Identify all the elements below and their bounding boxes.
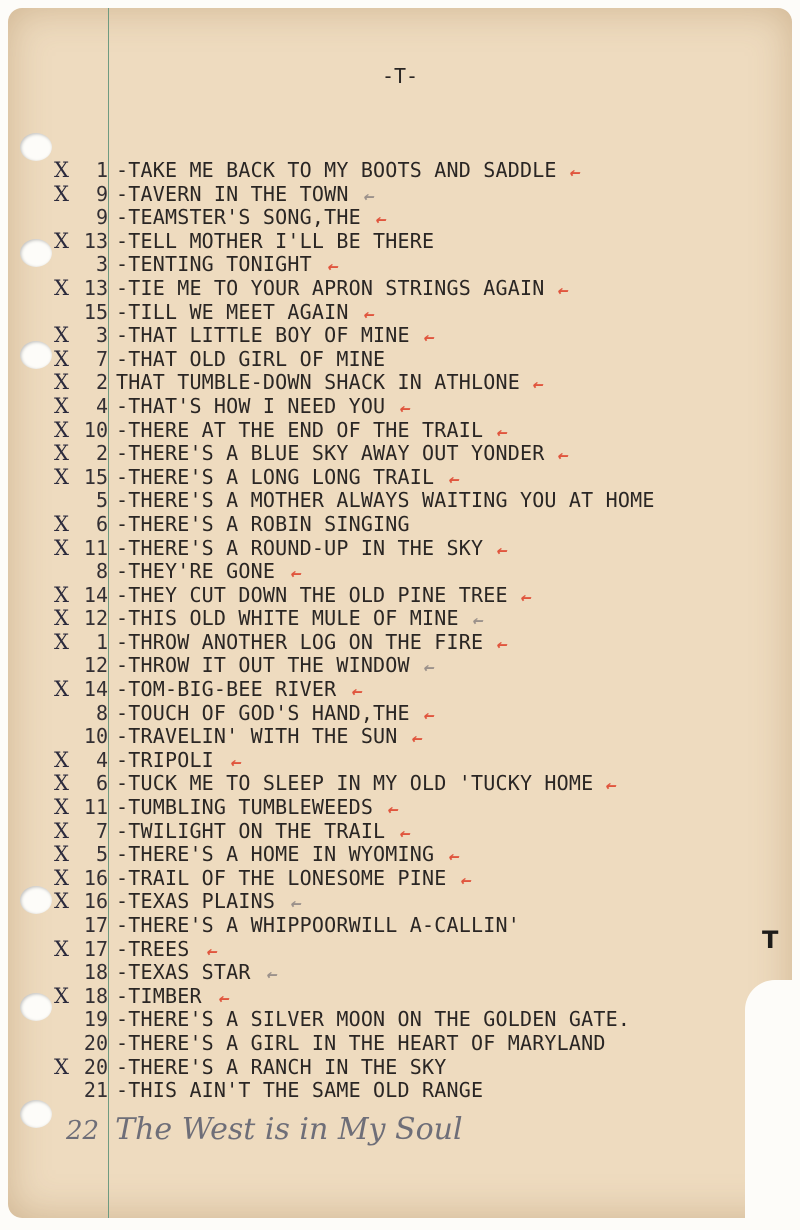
entry-number: 15 [83, 464, 108, 489]
entry-number: 18 [83, 983, 108, 1008]
song-entry [0, 722, 800, 750]
check-mark-icon: ← [553, 445, 573, 467]
song-title: -TIE ME TO YOUR APRON STRINGS AGAIN [116, 275, 545, 300]
song-entry [0, 1053, 800, 1077]
song-title: THAT TUMBLE-DOWN SHACK IN ATHLONE [116, 370, 520, 395]
x-mark: X [54, 677, 69, 702]
song-title: -TEXAS PLAINS [116, 889, 276, 914]
song-entry [0, 439, 800, 467]
song-title: -THEY'RE GONE [116, 559, 276, 584]
song-entry [0, 675, 800, 703]
entry-number: 12 [83, 653, 108, 678]
song-list [0, 156, 800, 1103]
entry-number: 7 [95, 818, 108, 843]
check-mark-icon: ← [214, 987, 234, 1009]
song-title: -TEXAS STAR [116, 960, 251, 985]
check-mark-icon: ← [287, 893, 306, 915]
entry-number: 20 [83, 1054, 108, 1079]
song-entry [0, 793, 800, 821]
x-mark: X [54, 275, 69, 300]
entry-number: 19 [83, 1007, 108, 1032]
song-title: -THERE'S A WHIPPOORWILL A-CALLIN' [116, 913, 520, 937]
x-mark: X [54, 983, 69, 1008]
check-mark-icon: ← [493, 633, 512, 655]
page-heading: -T- [381, 64, 419, 88]
entry-number: 14 [83, 677, 108, 702]
song-entry [0, 274, 800, 301]
song-title: -TRAVELIN' WITH THE SUN [116, 724, 398, 749]
check-mark-icon: ← [420, 704, 440, 726]
song-title: -THERE'S A MOTHER ALWAYS WAITING YOU AT HOME [116, 488, 655, 513]
song-entry [0, 864, 800, 891]
entry-number: 10 [83, 417, 108, 442]
x-mark: X [54, 158, 69, 182]
entry-number: 15 [83, 299, 108, 324]
entry-number: 9 [95, 181, 108, 206]
entry-number: 6 [95, 771, 108, 796]
song-entry [0, 746, 800, 773]
entry-number: 11 [83, 795, 108, 820]
entry-number: 5 [95, 488, 108, 513]
song-entry [0, 651, 800, 679]
check-mark-icon: ← [420, 327, 440, 349]
x-mark: X [54, 771, 69, 796]
check-mark-icon: ← [529, 374, 548, 396]
entry-number: 6 [95, 511, 108, 536]
song-entry [0, 887, 800, 915]
entry-number: 9 [95, 205, 108, 230]
x-mark: X [54, 582, 69, 607]
entry-number: 16 [83, 889, 108, 914]
song-entry [0, 321, 800, 349]
x-mark: X [54, 535, 69, 560]
check-mark-icon: ← [202, 940, 222, 962]
song-title: -TWILIGHT ON THE TRAIL [116, 818, 386, 843]
check-mark-icon: ← [226, 751, 246, 773]
song-title: -THROW IT OUT THE WINDOW [116, 653, 410, 678]
entry-number: 21 [83, 1078, 108, 1103]
binder-hole [20, 1100, 52, 1128]
entry-number: 11 [83, 535, 108, 560]
song-title: -THERE'S A RANCH IN THE SKY [116, 1054, 447, 1079]
x-mark: X [54, 629, 69, 654]
x-mark: X [54, 747, 69, 772]
x-mark: X [54, 228, 69, 253]
song-entry [0, 604, 800, 632]
check-mark-icon: ← [396, 397, 415, 419]
entry-number: 3 [95, 323, 108, 348]
song-title: -THAT'S HOW I NEED YOU [116, 393, 386, 418]
song-title: -TOUCH OF GOD'S HAND,THE [116, 700, 410, 725]
x-mark: X [54, 818, 69, 843]
song-entry [0, 345, 800, 369]
x-mark: X [54, 181, 69, 206]
entry-number: 1 [95, 629, 108, 654]
song-entry [0, 840, 800, 868]
x-mark: X [54, 842, 69, 867]
x-mark: X [54, 346, 69, 371]
check-mark-icon: ← [263, 964, 282, 986]
check-mark-icon: ← [360, 303, 379, 325]
x-mark: X [54, 889, 69, 914]
check-mark-icon: ← [323, 256, 343, 278]
song-title: -THERE'S A ROBIN SINGING [116, 511, 410, 536]
handwritten-entry-title: The West is in My Soul [115, 1112, 463, 1147]
entry-number: 13 [83, 228, 108, 253]
check-mark-icon: ← [444, 846, 464, 868]
song-entry [0, 1005, 800, 1032]
check-mark-icon: ← [384, 799, 403, 821]
entry-number: 18 [83, 960, 108, 985]
song-title: -THIS OLD WHITE MULE OF MINE [116, 606, 459, 631]
check-mark-icon: ← [456, 869, 476, 891]
check-mark-icon: ← [372, 209, 391, 231]
entry-number: 2 [95, 370, 108, 395]
song-entry [0, 203, 800, 231]
song-entry [0, 935, 800, 962]
song-entry [0, 227, 800, 251]
song-entry [0, 769, 800, 797]
entry-number: 2 [95, 441, 108, 466]
check-mark-icon: ← [360, 185, 379, 207]
song-entry [0, 463, 800, 490]
song-title: -TUCK ME TO SLEEP IN MY OLD 'TUCKY HOME [116, 771, 594, 796]
check-mark-icon: ← [553, 279, 573, 301]
song-title: -THERE'S A ROUND-UP IN THE SKY [116, 535, 484, 560]
song-title: -TEAMSTER'S SONG,THE [116, 205, 361, 230]
song-entry [0, 557, 800, 585]
check-mark-icon: ← [396, 822, 415, 844]
x-mark: X [54, 441, 69, 466]
check-mark-icon: ← [565, 162, 585, 183]
check-mark-icon: ← [287, 563, 306, 585]
x-mark: X [54, 464, 69, 489]
song-entry [0, 699, 800, 726]
song-title: -THERE'S A HOME IN WYOMING [116, 842, 435, 867]
song-title: -THIS AIN'T THE SAME OLD RANGE [116, 1078, 484, 1103]
song-entry [0, 1076, 800, 1103]
song-entry [0, 250, 800, 278]
x-mark: X [54, 511, 69, 536]
song-title: -THAT LITTLE BOY OF MINE [116, 323, 410, 348]
song-entry [0, 581, 800, 608]
song-title: -TAKE ME BACK TO MY BOOTS AND SADDLE [116, 158, 557, 182]
entry-number: 17 [83, 913, 108, 937]
entry-number: 7 [95, 346, 108, 371]
song-entry [0, 392, 800, 419]
entry-number: 4 [95, 393, 108, 418]
x-mark: X [54, 370, 69, 395]
song-entry [0, 156, 800, 183]
entry-number: 12 [83, 606, 108, 631]
entry-number: 8 [95, 700, 108, 725]
song-title: -THERE'S A BLUE SKY AWAY OUT YONDER [116, 441, 545, 466]
x-mark: X [54, 1054, 69, 1079]
entry-number: 4 [95, 747, 108, 772]
check-mark-icon: ← [468, 610, 488, 632]
handwritten-entry [66, 1112, 463, 1147]
song-entry [0, 628, 800, 655]
entry-number: 1 [95, 158, 108, 182]
song-title: -TOM-BIG-BEE RIVER [116, 677, 337, 702]
x-mark: X [54, 865, 69, 890]
song-title: -THEY CUT DOWN THE OLD PINE TREE [116, 582, 508, 607]
song-entry [0, 534, 800, 561]
x-mark: X [54, 393, 69, 418]
song-title: -THERE AT THE END OF THE TRAIL [116, 417, 484, 442]
song-title: -TELL MOTHER I'LL BE THERE [116, 228, 435, 253]
song-entry [0, 368, 800, 396]
song-title: -TREES [116, 936, 190, 961]
song-title: -TRAIL OF THE LONESOME PINE [116, 865, 447, 890]
song-entry [0, 416, 800, 443]
entry-number: 5 [95, 842, 108, 867]
check-mark-icon: ← [493, 421, 512, 443]
check-mark-icon: ← [517, 586, 536, 608]
check-mark-icon: ← [602, 775, 621, 797]
x-mark: X [54, 795, 69, 820]
entry-number: 13 [83, 275, 108, 300]
song-title: -THERE'S A LONG LONG TRAIL [116, 464, 435, 489]
song-entry [0, 911, 800, 935]
x-mark: X [54, 417, 69, 442]
song-title: -TENTING TONIGHT [116, 252, 312, 277]
song-title: -THERE'S A GIRL IN THE HEART OF MARYLAND [116, 1030, 606, 1055]
entry-number: 16 [83, 865, 108, 890]
song-title: -TUMBLING TUMBLEWEEDS [116, 795, 374, 820]
entry-number: 17 [83, 936, 108, 961]
x-mark: X [54, 323, 69, 348]
check-mark-icon: ← [444, 468, 464, 490]
song-entry [0, 510, 800, 534]
check-mark-icon: ← [347, 681, 367, 703]
song-entry [0, 958, 800, 986]
entry-number: 3 [95, 252, 108, 277]
entry-number: 20 [83, 1030, 108, 1055]
song-entry [0, 982, 800, 1009]
song-title: -TILL WE MEET AGAIN [116, 299, 349, 324]
entry-number: 14 [83, 582, 108, 607]
x-mark: X [54, 936, 69, 961]
entry-number: 10 [83, 724, 108, 749]
entry-number: 8 [95, 559, 108, 584]
check-mark-icon: ← [408, 728, 427, 750]
song-entry [0, 486, 800, 513]
check-mark-icon: ← [493, 539, 512, 561]
handwritten-entry-number: 22 [66, 1116, 100, 1146]
song-title: -THROW ANOTHER LOG ON THE FIRE [116, 629, 484, 654]
song-title: -TRIPOLI [116, 747, 214, 772]
song-entry [0, 180, 800, 207]
x-mark: X [54, 606, 69, 631]
check-mark-icon: ← [420, 657, 440, 679]
song-entry [0, 1029, 800, 1053]
song-title: -TAVERN IN THE TOWN [116, 181, 349, 206]
song-entry [0, 817, 800, 844]
index-tab-letter: T [762, 926, 779, 954]
song-entry [0, 298, 800, 325]
song-title: -TIMBER [116, 983, 202, 1008]
song-title: -THERE'S A SILVER MOON ON THE GOLDEN GATE. [116, 1007, 631, 1032]
song-title: -THAT OLD GIRL OF MINE [116, 346, 386, 371]
